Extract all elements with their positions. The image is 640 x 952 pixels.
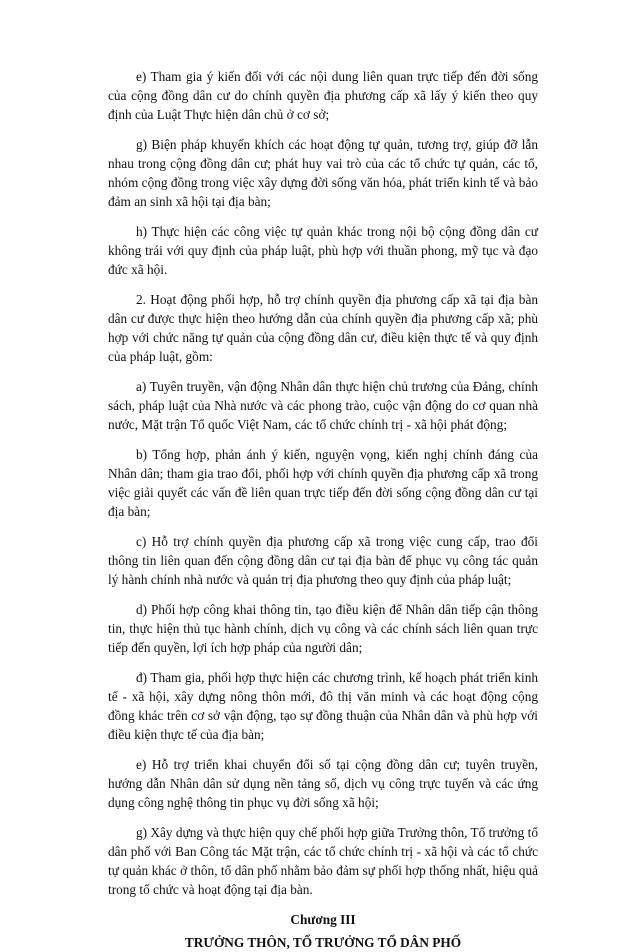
paragraph-b-feedback: b) Tổng hợp, phản ánh ý kiến, nguyện vọng, kiến nghị chính đáng của Nhân dân; tham gia trao đổi, phối hợp với chính quyền địa phương cấp xã trong việc giải quyết các vấn đề liên quan trực tiếp đến đời sống cộng đồng dân cư tại địa bàn;: [108, 447, 538, 519]
document-body: [108, 67, 538, 952]
paragraph-2-coordination: 2. Hoạt động phối hợp, hỗ trợ chính quyền địa phương cấp xã tại địa bàn dân cư được thực hiện theo hướng dẫn của chính quyền địa phương cấp xã; phù hợp với chức năng tự quản của cộng đồng dân cư, điều kiện thực tế và quy định của pháp luật, gồm:: [108, 292, 538, 364]
chapter-title: TRƯỞNG THÔN, TỔ TRƯỞNG TỔ DÂN PHỐ: [184, 935, 462, 950]
paragraph-e-opinion: e) Tham gia ý kiến đối với các nội dung liên quan trực tiếp đến đời sống của cộng đồng dân cư do chính quyền địa phương cấp xã lấy ý kiến theo quy định của Luật Thực hiện dân chủ ở cơ sở;: [108, 69, 538, 122]
paragraph-h-other-work: h) Thực hiện các công việc tự quản khác trong nội bộ cộng đồng dân cư không trái với quy định của pháp luật, phù hợp với thuần phong, mỹ tục và đạo đức xã hội.: [108, 224, 538, 277]
paragraph-dd-programs: đ) Tham gia, phối hợp thực hiện các chương trình, kế hoạch phát triển kinh tế - xã hội, xây dựng nông thôn mới, đô thị văn minh và các hoạt động cộng đồng khác trên cơ sở vận động, tạo sự đồng thuận của Nhân dân và phù hợp với điều kiện thực tế của địa bàn;: [108, 670, 538, 742]
paragraph-g-self-management: g) Biện pháp khuyến khích các hoạt động tự quản, tương trợ, giúp đỡ lẫn nhau trong cộng đồng dân cư; phát huy vai trò của các tổ chức tự quản, các tổ, nhóm cộng đồng trong việc xây dựng đời sống văn hóa, phát triển kinh tế và bảo đảm an sinh xã hội tại địa bàn;: [108, 137, 538, 209]
paragraph-e-digital: e) Hỗ trợ triển khai chuyển đổi số tại cộng đồng dân cư; tuyên truyền, hướng dẫn Nhân dân sử dụng nền tảng số, dịch vụ công trực tuyến và các ứng dụng công nghệ thông tin phục vụ đời sống xã hội;: [108, 757, 538, 810]
paragraph-g-regulation: g) Xây dựng và thực hiện quy chế phối hợp giữa Trưởng thôn, Tổ trưởng tổ dân phố với Ban Công tác Mặt trận, các tổ chức chính trị - xã hội và các tổ chức tự quản khác ở thôn, tổ dân phố nhằm bảo đảm sự phối hợp thống nhất, hiệu quả trong tổ chức và hoạt động tại địa bàn.: [108, 825, 538, 897]
paragraph-c-information: c) Hỗ trợ chính quyền địa phương cấp xã trong việc cung cấp, trao đổi thông tin liên quan đến cộng đồng dân cư tại địa bàn để phục vụ công tác quản lý hành chính nhà nước và quản trị địa phương theo quy định của pháp luật;: [108, 534, 538, 587]
chapter-number: Chương III: [290, 912, 356, 927]
paragraph-a-propaganda: a) Tuyên truyền, vận động Nhân dân thực hiện chủ trương của Đảng, chính sách, pháp luật của Nhà nước và các phong trào, cuộc vận động do cơ quan nhà nước, Mặt trận Tổ quốc Việt Nam, các tổ chức chính trị - xã hội phát động;: [108, 379, 538, 432]
paragraph-d-disclosure: d) Phối hợp công khai thông tin, tạo điều kiện để Nhân dân tiếp cận thông tin, thực hiện thủ tục hành chính, dịch vụ công và các chính sách liên quan trực tiếp đến quyền, lợi ích hợp pháp của người dân;: [108, 602, 538, 655]
